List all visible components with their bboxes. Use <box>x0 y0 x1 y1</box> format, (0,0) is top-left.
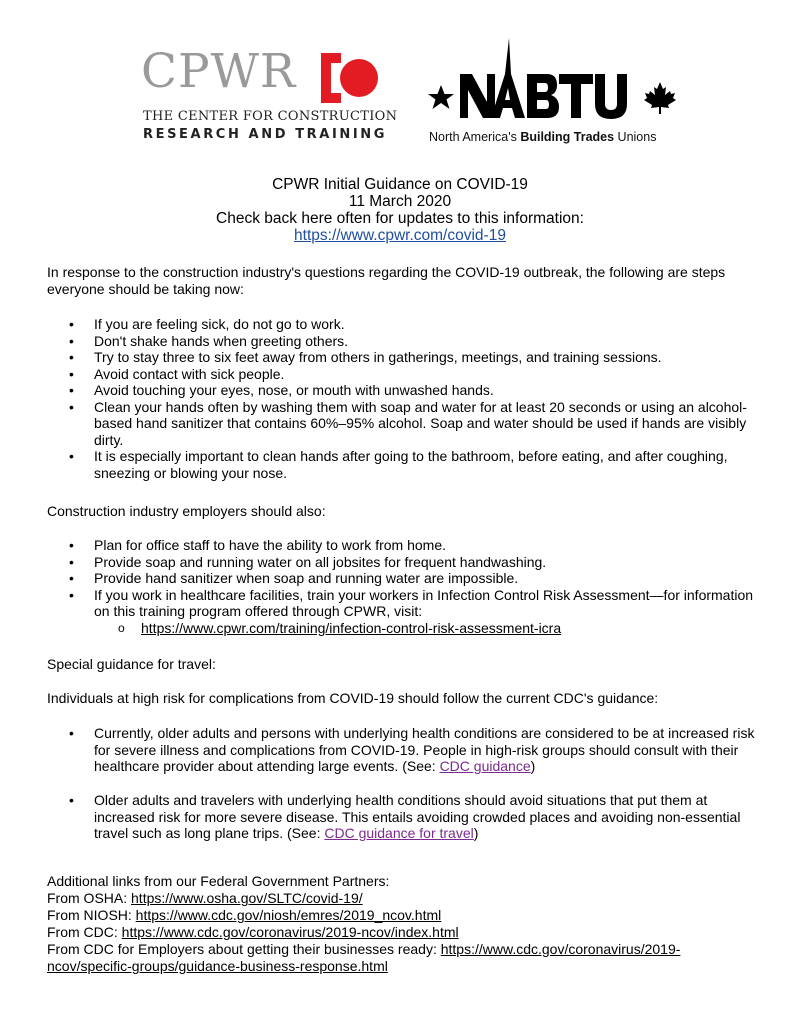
list-item: • Clean your hands often by washing them with soap and water for at least 20 seconds or using an alcohol-based hand sanitizer that contains 60%–95% alcohol. Soap and water should be used if hands are visibly dirty. <box>47 399 757 449</box>
document-date: 11 March 2020 <box>348 193 452 210</box>
partner-links-section <box>47 873 757 975</box>
sub-list-item <box>94 620 757 637</box>
list-item: • Older adults and travelers with underlying health conditions should avoid situations that put them at increased risk for more severe disease. This entails avoiding crowded places and avoiding non-essential travel such as long plane trips. (See: CDC guidance for travel) <box>47 792 757 842</box>
travel-list-2 <box>47 792 757 842</box>
list-item: • Avoid touching your eyes, nose, or mouth with unwashed hands. <box>47 382 757 399</box>
nabtu-tagline: North America's Building Trades Unions <box>429 130 657 144</box>
list-item: • Currently, older adults and persons with underlying health conditions are considered to be at increased risk for severe illness and complications from COVID-19. People in high-risk groups should consult with their healthcare provider about attending large events. (See: CDC guidance) <box>47 725 757 775</box>
nabtu-logo-mark-icon <box>425 38 680 128</box>
page-title: CPWR Initial Guidance on COVID-19 <box>272 176 528 193</box>
link-row: From OSHA: https://www.osha.gov/SLTC/covid-19/ <box>47 890 363 906</box>
cdc-employers-link[interactable]: https://www.cdc.gov/coronavirus/2019-ncov/specific-groups/guidance-business-response.html <box>47 941 681 974</box>
cpwr-logo-mark-icon <box>315 49 379 107</box>
steps-list <box>47 316 757 481</box>
travel-list <box>47 725 757 775</box>
travel-heading: Special guidance for travel: <box>47 656 216 672</box>
link-row: From CDC for Employers about getting their businesses ready: https://www.cdc.gov/coronavirus/2019-ncov/specific-groups/guidance-business-response.html <box>47 941 681 974</box>
star-icon <box>428 85 454 109</box>
icra-training-link[interactable]: https://www.cpwr.com/training/infection-control-risk-assessment-icra <box>141 619 562 636</box>
document-heading <box>0 176 800 244</box>
links-heading: Additional links from our Federal Government Partners: <box>47 873 390 889</box>
nabtu-logo <box>425 38 680 148</box>
cpwr-tagline-2: RESEARCH AND TRAINING <box>143 127 388 142</box>
cdc-guidance-link[interactable]: CDC guidance <box>439 758 531 774</box>
link-row: From CDC: https://www.cdc.gov/coronavirus/2019-ncov/index.html <box>47 924 459 940</box>
cdc-travel-guidance-link[interactable]: CDC guidance for travel <box>324 825 474 841</box>
list-item: • Provide soap and running water on all jobsites for frequent handwashing. <box>47 554 757 571</box>
intro-paragraph: In response to the construction industry's questions regarding the COVID-19 outbreak, the following are steps everyone should be taking now: <box>47 264 726 297</box>
list-item: • If you are feeling sick, do not go to work. <box>47 316 757 333</box>
list-item: • Provide hand sanitizer when soap and running water are impossible. <box>47 570 757 587</box>
travel-intro: Individuals at high risk for complications from COVID-19 should follow the current CDC's guidance: <box>47 690 659 706</box>
employers-intro: Construction industry employers should also: <box>47 503 326 519</box>
employer-steps-list <box>47 537 757 636</box>
osha-link[interactable]: https://www.osha.gov/SLTC/covid-19/ <box>131 890 363 906</box>
covid-page-link[interactable]: https://www.cpwr.com/covid-19 <box>294 227 506 244</box>
list-item: • Try to stay three to six feet away from others in gatherings, meetings, and training sessions. <box>47 349 757 366</box>
cpwr-wordmark: CPWR <box>141 44 297 99</box>
cpwr-tagline-1: THE CENTER FOR CONSTRUCTION <box>143 109 398 124</box>
cpwr-logo <box>141 43 398 145</box>
cdc-link[interactable]: https://www.cdc.gov/coronavirus/2019-ncov/index.html <box>121 924 459 940</box>
sub-list <box>94 620 757 637</box>
list-item: • Don't shake hands when greeting others. <box>47 333 757 350</box>
list-item <box>47 587 757 637</box>
link-row: From NIOSH: https://www.cdc.gov/niosh/emres/2019_ncov.html <box>47 907 442 923</box>
niosh-link[interactable]: https://www.cdc.gov/niosh/emres/2019_ncov.html <box>135 907 442 923</box>
list-item: • Avoid contact with sick people. <box>47 366 757 383</box>
maple-leaf-icon <box>644 82 676 114</box>
list-item: • It is especially important to clean hands after going to the bathroom, before eating, and after coughing, sneezing or blowing your nose. <box>47 448 757 481</box>
list-item-text: If you work in healthcare facilities, train your workers in Infection Control Risk Assessment—for information on this training program offered through CPWR, visit: <box>94 586 754 619</box>
list-item: • Plan for office staff to have the ability to work from home. <box>47 537 757 554</box>
update-note: Check back here often for updates to this information: <box>216 210 584 227</box>
